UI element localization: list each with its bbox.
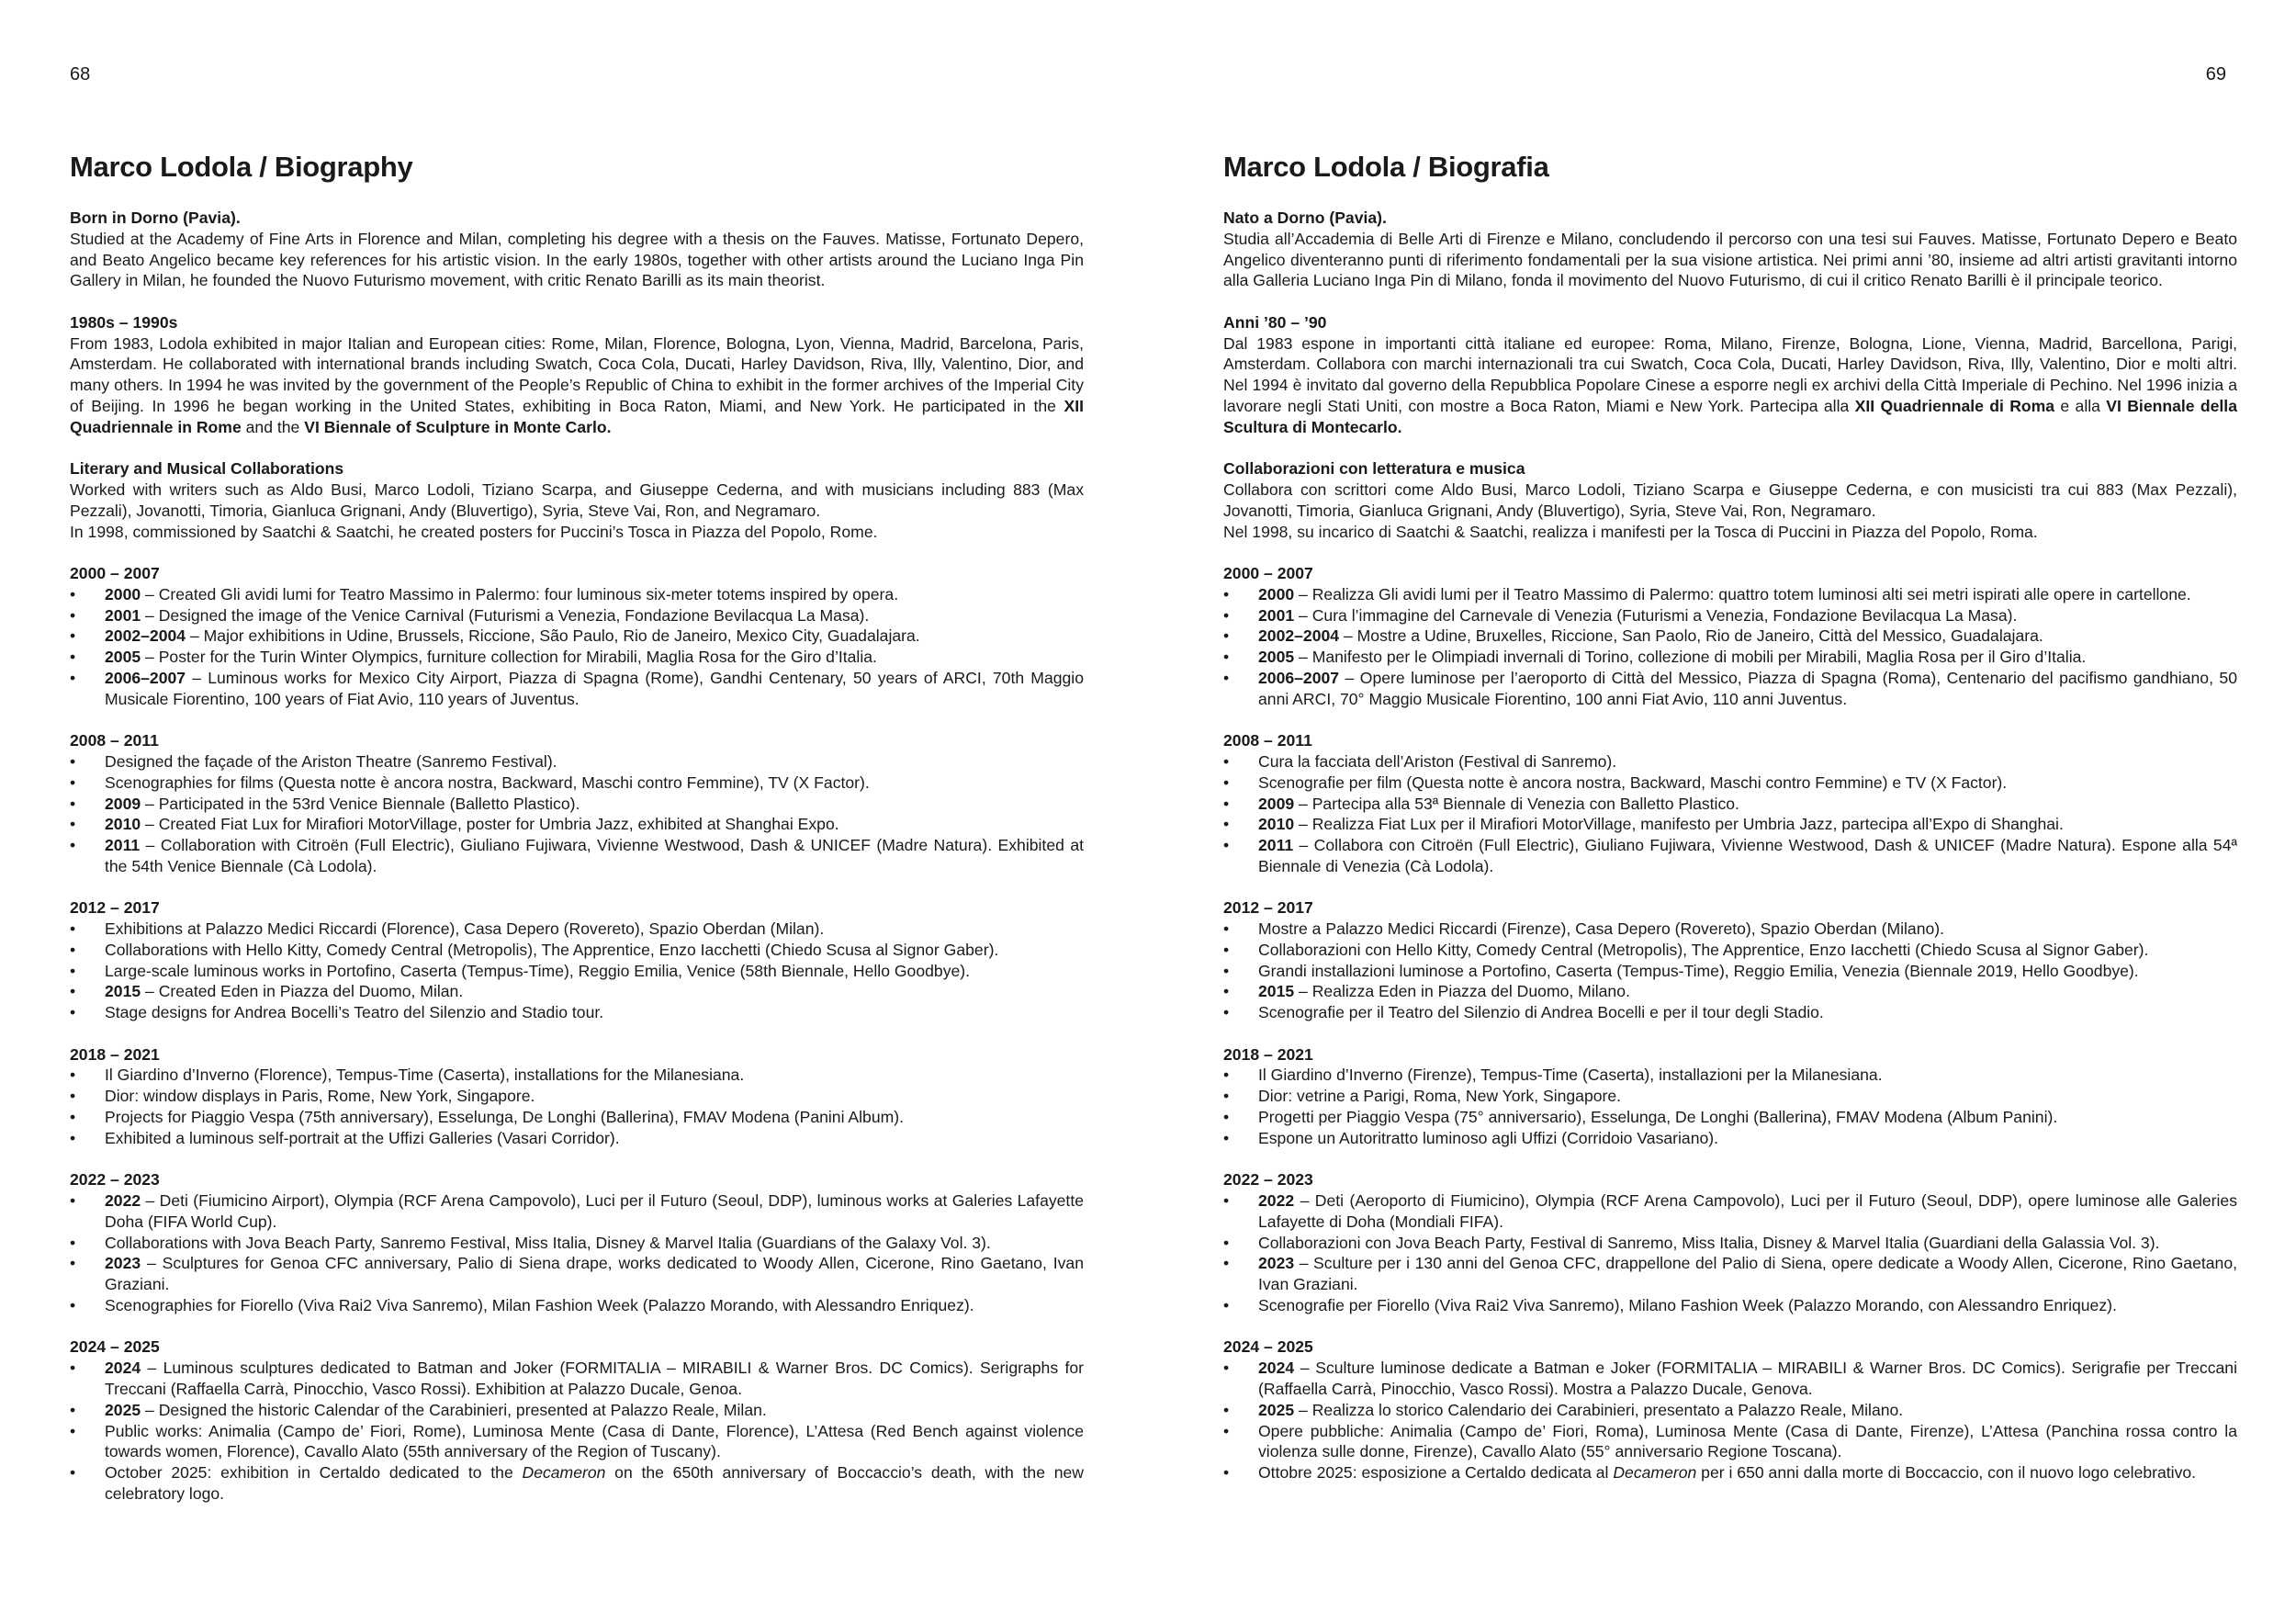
- section: [70, 458, 1084, 542]
- section: [1223, 458, 2237, 542]
- section: [70, 1169, 1084, 1316]
- section-paragraph: Dal 1983 espone in importanti città italiane ed europee: Roma, Milano, Firenze, Bologna, Lione, Vienna, Madrid, Barcellona, Parigi, Amsterdam. Collabora con marchi internazionali tra cui Swatch, Coca Cola, Ducati, Harley Davidson, Riva, Illy, Valentino, Dior e molti altri. Nel 1994 è invitato dal governo della Repubblica Popolare Cinese a esporre negli ex archivi della Città Imperiale di Pechino. Nel 1996 inizia a lavorare negli Stati Uniti, con mostre a Boca Raton, Miami e New York. Partecipa alla XII Quadriennale di Roma e alla VI Biennale della Scultura di Montecarlo.: [1223, 333, 2237, 436]
- list-item: • 2000 – Created Gli avidi lumi for Teatro Massimo in Palermo: four luminous six-meter totems inspired by opera.: [70, 584, 1084, 605]
- page-number-left: 68: [70, 64, 91, 85]
- list-item: • Il Giardino d’Inverno (Firenze), Tempus-Time (Caserta), installazioni per la Milanesiana.: [1223, 1065, 2237, 1086]
- list-item: • Espone un Autoritratto luminoso agli Uffizi (Corridoio Vasariano).: [1223, 1128, 2237, 1149]
- list-item: • 2001 – Cura l’immagine del Carnevale di Venezia (Futurismi a Venezia, Fondazione Bevilacqua La Masa).: [1223, 605, 2237, 626]
- list-item: • Projects for Piaggio Vespa (75th anniversary), Esselunga, De Longhi (Ballerina), FMAV Modena (Panini Album).: [70, 1107, 1084, 1128]
- section-paragraph: Studied at the Academy of Fine Arts in Florence and Milan, completing his degree with a thesis on the Fauves. Matisse, Fortunato Depero, and Beato Angelico became key references for his artistic vision. In the early 1980s, together with other artists around the Luciano Inga Pin Gallery in Milan, he founded the Nuovo Futurismo movement, with critic Renato Barilli as its main theorist.: [70, 229, 1084, 290]
- bullet-list: [70, 919, 1084, 1023]
- section-paragraph: Collabora con scrittori come Aldo Busi, Marco Lodoli, Tiziano Scarpa e Giuseppe Cederna, e con musicisti tra cui 883 (Max Pezzali), Jovanotti, Timoria, Gianluca Grignani, Andy (Bluvertigo), Syria, Steve Vai, Ron, Negramaro.: [1223, 479, 2237, 520]
- biography-sections: [70, 208, 1084, 1505]
- list-item: • 2010 – Realizza Fiat Lux per il Mirafiori MotorVillage, manifesto per Umbria Jazz, partecipa all’Expo di Shanghai.: [1223, 814, 2237, 835]
- section: [70, 1336, 1084, 1504]
- list-item: • 2005 – Poster for the Turin Winter Olympics, furniture collection for Mirabili, Maglia Rosa for the Giro d’Italia.: [70, 647, 1084, 668]
- page-title: Marco Lodola / Biografia: [1223, 151, 1549, 183]
- list-item: • Scenographies for Fiorello (Viva Rai2 Viva Sanremo), Milan Fashion Week (Palazzo Morando, with Alessandro Enriquez).: [70, 1295, 1084, 1316]
- list-item: • Stage designs for Andrea Bocelli’s Teatro del Silenzio and Stadio tour.: [70, 1002, 1084, 1023]
- bullet-list: [1223, 584, 2237, 710]
- list-item: • October 2025: exhibition in Certaldo dedicated to the Decameron on the 650th anniversary of Boccaccio’s death, with the new celebratory logo.: [70, 1462, 1084, 1505]
- section-paragraph: Worked with writers such as Aldo Busi, Marco Lodoli, Tiziano Scarpa, and Giuseppe Cederna, and with musicians including 883 (Max Pezzali), Jovanotti, Timoria, Gianluca Grignani, Andy (Bluvertigo), Syria, Steve Vai, Ron, and Negramaro.: [70, 479, 1084, 520]
- section: [1223, 1044, 2237, 1149]
- bullet-list: [70, 1065, 1084, 1148]
- list-item: • 2002–2004 – Major exhibitions in Udine, Brussels, Riccione, São Paulo, Rio de Janeiro, Mexico City, Guadalajara.: [70, 626, 1084, 647]
- section: [1223, 563, 2237, 710]
- list-item: • Il Giardino d’Inverno (Florence), Tempus-Time (Caserta), installations for the Milanesiana.: [70, 1065, 1084, 1086]
- list-item: • Progetti per Piaggio Vespa (75° anniversario), Esselunga, De Longhi (Ballerina), FMAV Modena (Album Panini).: [1223, 1107, 2237, 1128]
- section-heading: 2000 – 2007: [70, 563, 160, 582]
- list-item: • Large-scale luminous works in Portofino, Caserta (Tempus-Time), Reggio Emilia, Venice (58th Biennale, Hello Goodbye).: [70, 961, 1084, 982]
- biography-sections: [1223, 208, 2237, 1483]
- list-item: • Collaborations with Hello Kitty, Comedy Central (Metropolis), The Apprentice, Enzo Iacchetti (Chiedo Scusa al Signor Gaber).: [70, 940, 1084, 961]
- list-item: • 2015 – Realizza Eden in Piazza del Duomo, Milano.: [1223, 981, 2237, 1002]
- list-item: • 2015 – Created Eden in Piazza del Duomo, Milan.: [70, 981, 1084, 1002]
- list-item: • 2009 – Partecipa alla 53ª Biennale di Venezia con Balletto Plastico.: [1223, 794, 2237, 815]
- bullet-list: [1223, 1358, 2237, 1483]
- section: [70, 208, 1084, 291]
- section-paragraph: Studia all’Accademia di Belle Arti di Firenze e Milano, concludendo il percorso con una tesi sui Fauves. Matisse, Fortunato Depero e Beato Angelico diventeranno punti di riferimento fondamentali per la sua visione artistica. Nei primi anni ’80, insieme ad altri artisti gravitanti intorno alla Galleria Luciano Inga Pin di Milano, fonda il movimento del Nuovo Futurismo, di cui il critico Renato Barilli è il principale teorico.: [1223, 229, 2237, 290]
- list-item: • Collaborations with Jova Beach Party, Sanremo Festival, Miss Italia, Disney & Marvel Italia (Guardians of the Galaxy Vol. 3).: [70, 1233, 1084, 1254]
- list-item: • Dior: vetrine a Parigi, Roma, New York, Singapore.: [1223, 1086, 2237, 1107]
- list-item: • 2005 – Manifesto per le Olimpiadi invernali di Torino, collezione di mobili per Mirabili, Maglia Rosa per il Giro d’Italia.: [1223, 647, 2237, 668]
- section: [70, 1044, 1084, 1149]
- bullet-list: [70, 584, 1084, 710]
- list-item: • 2002–2004 – Mostre a Udine, Bruxelles, Riccione, San Paolo, Rio de Janeiro, Città del Messico, Guadalajara.: [1223, 626, 2237, 647]
- list-item: • 2011 – Collaboration with Citroën (Full Electric), Giuliano Fujiwara, Vivienne Westwood, Dash & UNICEF (Madre Natura). Exhibited at the 54th Venice Biennale (Cà Lodola).: [70, 835, 1084, 877]
- section-heading: 2008 – 2011: [1223, 731, 1312, 750]
- bullet-list: [70, 1190, 1084, 1316]
- list-item: • Exhibitions at Palazzo Medici Riccardi (Florence), Casa Depero (Rovereto), Spazio Oberdan (Milan).: [70, 919, 1084, 940]
- section-heading: Literary and Musical Collaborations: [70, 459, 344, 479]
- section: [1223, 897, 2237, 1023]
- list-item: • Ottobre 2025: esposizione a Certaldo dedicata al Decameron per i 650 anni dalla morte di Boccaccio, con il nuovo logo celebrativo.: [1223, 1462, 2237, 1483]
- page-title: Marco Lodola / Biography: [70, 151, 413, 183]
- bullet-list: [1223, 1065, 2237, 1148]
- section-heading: 1980s – 1990s: [70, 312, 178, 332]
- list-item: • 2009 – Participated in the 53rd Venice Biennale (Balletto Plastico).: [70, 794, 1084, 815]
- bullet-list: [1223, 919, 2237, 1023]
- list-item: • 2024 – Luminous sculptures dedicated to Batman and Joker (FORMITALIA – MIRABILI & Warner Bros. DC Comics). Serigraphs for Treccani (Raffaella Carrà, Pinocchio, Vasco Rossi). Exhibition at Palazzo Ducale, Genoa.: [70, 1358, 1084, 1400]
- section: [70, 312, 1084, 438]
- page-right: [1223, 149, 2237, 1483]
- section-paragraph: In 1998, commissioned by Saatchi & Saatchi, he created posters for Puccini’s Tosca in Piazza del Popolo, Rome.: [70, 522, 878, 541]
- list-item: • 2023 – Sculture per i 130 anni del Genoa CFC, drappellone del Palio di Siena, opere dedicate a Woody Allen, Cicerone, Rino Gaetano, Ivan Graziani.: [1223, 1253, 2237, 1295]
- section-paragraph: From 1983, Lodola exhibited in major Italian and European cities: Rome, Milan, Florence, Bologna, Lyon, Vienna, Madrid, Barcelona, Paris, Amsterdam. He collaborated with international brands including Swatch, Coca Cola, Ducati, Harley Davidson, Riva, Illy, Valentino, Dior, and many others. In 1994 he was invited by the government of the People’s Republic of China to exhibit in the former archives of the Imperial City of Beijing. In 1996 he began working in the United States, exhibiting in Boca Raton, Miami, and New York. He participated in the XII Quadriennale in Rome and the VI Biennale of Sculpture in Monte Carlo.: [70, 333, 1084, 436]
- bullet-list: [1223, 751, 2237, 877]
- section-heading: 2024 – 2025: [70, 1337, 160, 1357]
- page-number-right: 69: [2205, 64, 2226, 85]
- section-heading: 2018 – 2021: [1223, 1044, 1313, 1064]
- section-heading: 2012 – 2017: [1223, 898, 1313, 918]
- list-item: • 2006–2007 – Luminous works for Mexico City Airport, Piazza di Spagna (Rome), Gandhi Centenary, 50 years of ARCI, 70th Maggio Musicale Fiorentino, 100 years of Fiat Avio, 110 years of Juventus.: [70, 668, 1084, 710]
- list-item: • 2022 – Deti (Fiumicino Airport), Olympia (RCF Arena Campovolo), Luci per il Futuro (Seoul, DDP), luminous works at Galeries Lafayette Doha (FIFA World Cup).: [70, 1190, 1084, 1233]
- section-heading: Born in Dorno (Pavia).: [70, 209, 241, 227]
- section: [70, 563, 1084, 710]
- section-heading: 2012 – 2017: [70, 898, 160, 918]
- list-item: • 2024 – Sculture luminose dedicate a Batman e Joker (FORMITALIA – MIRABILI & Warner Bros. DC Comics). Serigrafie per Treccani (Raffaella Carrà, Pinocchio, Vasco Rossi). Mostra a Palazzo Ducale, Genova.: [1223, 1358, 2237, 1400]
- list-item: • 2000 – Realizza Gli avidi lumi per il Teatro Massimo di Palermo: quattro totem luminosi alti sei metri ispirati alle opere in cartellone.: [1223, 584, 2237, 605]
- section-heading: 2000 – 2007: [1223, 563, 1313, 582]
- list-item: • Dior: window displays in Paris, Rome, New York, Singapore.: [70, 1086, 1084, 1107]
- section-heading: Collaborazioni con letteratura e musica: [1223, 459, 1525, 479]
- list-item: • Scenografie per il Teatro del Silenzio di Andrea Bocelli e per il tour degli Stadio.: [1223, 1002, 2237, 1023]
- bullet-list: [1223, 1190, 2237, 1316]
- section: [70, 730, 1084, 877]
- section: [1223, 1336, 2237, 1483]
- section-heading: 2024 – 2025: [1223, 1337, 1313, 1357]
- list-item: • 2001 – Designed the image of the Venice Carnival (Futurismi a Venezia, Fondazione Bevilacqua La Masa).: [70, 605, 1084, 626]
- list-item: • Scenographies for films (Questa notte è ancora nostra, Backward, Maschi contro Femmine), TV (X Factor).: [70, 773, 1084, 794]
- list-item: • 2025 – Realizza lo storico Calendario dei Carabinieri, presentato a Palazzo Reale, Milano.: [1223, 1400, 2237, 1421]
- section: [1223, 1169, 2237, 1316]
- section-paragraph: Nel 1998, su incarico di Saatchi & Saatchi, realizza i manifesti per la Tosca di Puccini in Piazza del Popolo, Roma.: [1223, 522, 2038, 541]
- section: [1223, 730, 2237, 877]
- list-item: • Opere pubbliche: Animalia (Campo de’ Fiori, Roma), Luminosa Mente (Casa di Dante, Firenze), L’Attesa (Panchina rossa contro la violenza sulle donne, Firenze), Cavallo Alato (55° anniversario Regione Toscana).: [1223, 1421, 2237, 1463]
- list-item: • Cura la facciata dell’Ariston (Festival di Sanremo).: [1223, 751, 2237, 773]
- section-heading: 2008 – 2011: [70, 731, 159, 750]
- list-item: • Designed the façade of the Ariston Theatre (Sanremo Festival).: [70, 751, 1084, 773]
- section-heading: Anni ’80 – ’90: [1223, 312, 1327, 332]
- list-item: • Public works: Animalia (Campo de’ Fiori, Rome), Luminosa Mente (Casa di Dante, Florence), L’Attesa (Red Bench against violence towards women, Florence), Cavallo Alato (55th anniversary of the Region of Tuscany).: [70, 1421, 1084, 1463]
- list-item: • 2010 – Created Fiat Lux for Mirafiori MotorVillage, poster for Umbria Jazz, exhibited at Shanghai Expo.: [70, 814, 1084, 835]
- list-item: • 2011 – Collabora con Citroën (Full Electric), Giuliano Fujiwara, Vivienne Westwood, Dash & UNICEF (Madre Natura). Espone alla 54ª Biennale di Venezia (Cà Lodola).: [1223, 835, 2237, 877]
- list-item: • Scenografie per film (Questa notte è ancora nostra, Backward, Maschi contro Femmine) e TV (X Factor).: [1223, 773, 2237, 794]
- section: [1223, 208, 2237, 291]
- bullet-list: [70, 751, 1084, 877]
- list-item: • Exhibited a luminous self-portrait at the Uffizi Galleries (Vasari Corridor).: [70, 1128, 1084, 1149]
- list-item: • 2006–2007 – Opere luminose per l’aeroporto di Città del Messico, Piazza di Spagna (Roma), Centenario del pacifismo gandhiano, 50 anni ARCI, 70° Maggio Musicale Fiorentino, 100 anni Fiat Avio, 110 anni Juventus.: [1223, 668, 2237, 710]
- list-item: • Collaborazioni con Jova Beach Party, Festival di Sanremo, Miss Italia, Disney & Marvel Italia (Guardiani della Galassia Vol. 3).: [1223, 1233, 2237, 1254]
- section: [70, 897, 1084, 1023]
- list-item: • Mostre a Palazzo Medici Riccardi (Firenze), Casa Depero (Rovereto), Spazio Oberdan (Milano).: [1223, 919, 2237, 940]
- list-item: • Collaborazioni con Hello Kitty, Comedy Central (Metropolis), The Apprentice, Enzo Iacchetti (Chiedo Scusa al Signor Gaber).: [1223, 940, 2237, 961]
- section: [1223, 312, 2237, 438]
- list-item: • 2025 – Designed the historic Calendar of the Carabinieri, presented at Palazzo Reale, Milan.: [70, 1400, 1084, 1421]
- section-heading: 2022 – 2023: [1223, 1170, 1313, 1190]
- section-heading: 2018 – 2021: [70, 1044, 160, 1064]
- list-item: • Grandi installazioni luminose a Portofino, Caserta (Tempus-Time), Reggio Emilia, Venezia (Biennale 2019, Hello Goodbye).: [1223, 961, 2237, 982]
- section-heading: Nato a Dorno (Pavia).: [1223, 209, 1387, 227]
- bullet-list: [70, 1358, 1084, 1505]
- section-heading: 2022 – 2023: [70, 1170, 160, 1190]
- list-item: • 2022 – Deti (Aeroporto di Fiumicino), Olympia (RCF Arena Campovolo), Luci per il Futuro (Seoul, DDP), opere luminose alle Galeries Lafayette di Doha (Mondiali FIFA).: [1223, 1190, 2237, 1233]
- list-item: • 2023 – Sculptures for Genoa CFC anniversary, Palio di Siena drape, works dedicated to Woody Allen, Cicerone, Rino Gaetano, Ivan Graziani.: [70, 1253, 1084, 1295]
- list-item: • Scenografie per Fiorello (Viva Rai2 Viva Sanremo), Milano Fashion Week (Palazzo Morando, con Alessandro Enriquez).: [1223, 1295, 2237, 1316]
- page-left: [70, 149, 1084, 1505]
